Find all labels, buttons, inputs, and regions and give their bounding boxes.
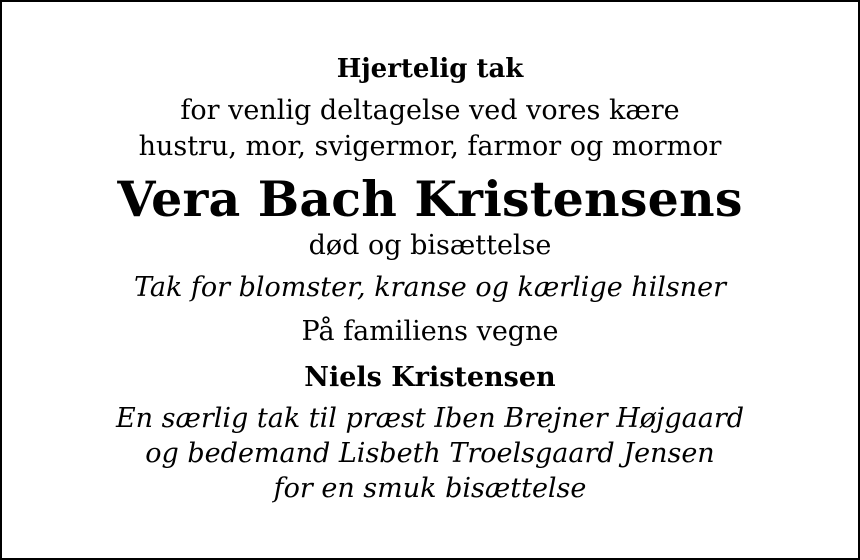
notice-heading: Hjertelig tak <box>336 54 524 84</box>
on-behalf-line: På familiens vegne <box>301 316 559 347</box>
special-thanks-line-1: En særlig tak til præst Iben Brejner Højgaard <box>115 403 745 434</box>
special-thanks-line-2: og bedemand Lisbeth Troelsgaard Jensen <box>145 438 715 469</box>
intro-line-2: hustru, mor, svigermor, farmor og mormor <box>138 131 722 162</box>
intro-line-1: for venlig deltagelse ved vores kære <box>180 95 680 126</box>
event-description: død og bisættelse <box>308 230 552 261</box>
signer-name: Niels Kristensen <box>304 362 556 393</box>
special-thanks-line-3: for en smuk bisættelse <box>273 473 587 504</box>
deceased-name: Vera Bach Kristensens <box>117 170 743 228</box>
thanks-line: Tak for blomster, kranse og kærlige hilsner <box>133 272 727 303</box>
